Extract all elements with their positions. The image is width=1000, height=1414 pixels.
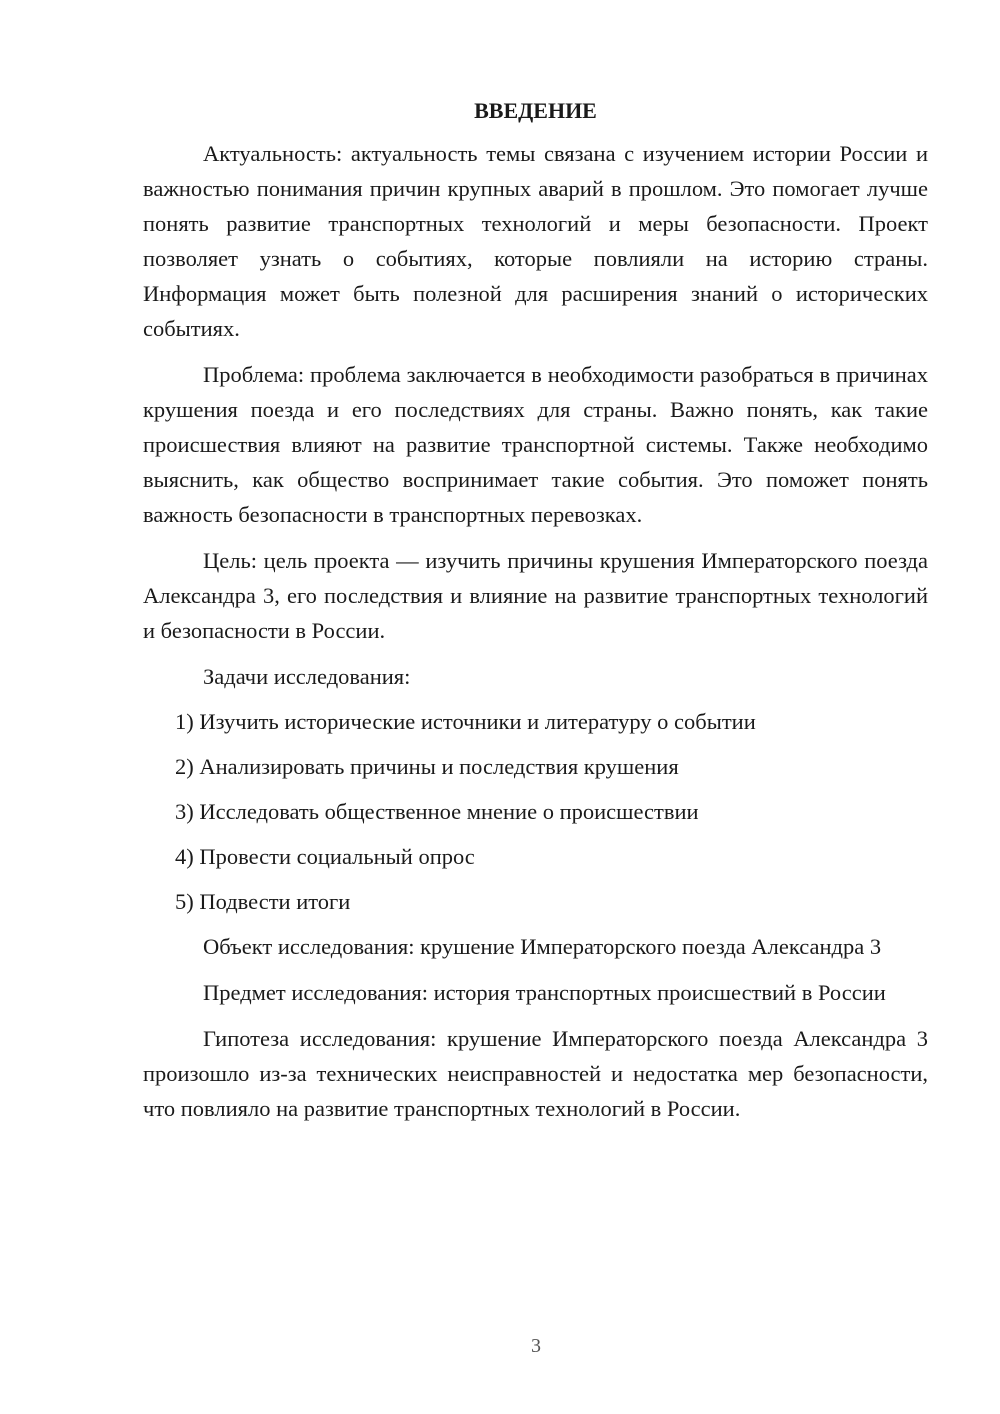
task-item: 1) Изучить исторические источники и литературу о событии bbox=[175, 709, 756, 734]
page-number: 3 bbox=[531, 1335, 541, 1357]
task-item: 4) Провести социальный опрос bbox=[175, 844, 475, 869]
tasks-heading: Задачи исследования: bbox=[203, 664, 411, 689]
page-body bbox=[143, 93, 928, 1137]
problem-paragraph: Проблема: проблема заключается в необходимости разобраться в причинах крушения поезда и его последствиях для страны. Важно понять, как такие происшествия влияют на развитие транспортной системы. Также необходимо выяснить, как общество воспринимает такие события. Это поможет понять важность безопасности в транспортных перевозках. bbox=[143, 362, 928, 527]
subject-paragraph: Предмет исследования: история транспортных происшествий в России bbox=[203, 980, 886, 1005]
goal-paragraph: Цель: цель проекта — изучить причины крушения Императорского поезда Александра 3, его последствия и влияние на развитие транспортных технологий и безопасности в России. bbox=[143, 548, 928, 643]
task-item: 5) Подвести итоги bbox=[175, 889, 351, 914]
relevance-paragraph: Актуальность: актуальность темы связана с изучением истории России и важностью понимания причин крупных аварий в прошлом. Это помогает лучше понять развитие транспортных технологий и меры безопасности. Проект позволяет узнать о событиях, которые повлияли на историю страны. Информация может быть полезной для расширения знаний о исторических событиях. bbox=[143, 141, 928, 341]
object-paragraph: Объект исследования: крушение Императорского поезда Александра 3 bbox=[203, 934, 882, 959]
task-item: 3) Исследовать общественное мнение о происшествии bbox=[175, 799, 699, 824]
task-item: 2) Анализировать причины и последствия крушения bbox=[175, 754, 679, 779]
section-title: ВВЕДЕНИЕ bbox=[474, 98, 597, 123]
hypothesis-paragraph: Гипотеза исследования: крушение Императорского поезда Александра 3 произошло из-за технических неисправностей и недостатка мер безопасности, что повлияло на развитие транспортных технологий в России. bbox=[143, 1026, 928, 1121]
